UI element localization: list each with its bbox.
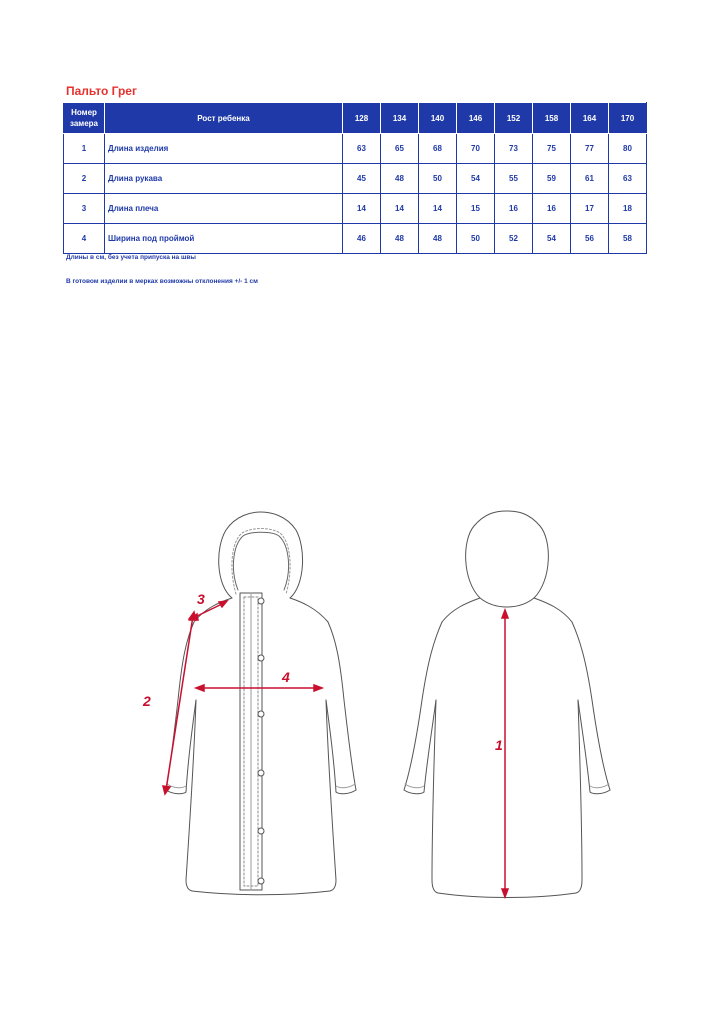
table-cell: 16 xyxy=(495,194,533,224)
table-cell: 58 xyxy=(609,224,647,254)
table-cell: 70 xyxy=(457,134,495,164)
table-cell: 14 xyxy=(381,194,419,224)
table-cell: 52 xyxy=(495,224,533,254)
coat-front xyxy=(166,512,356,895)
table-cell: 54 xyxy=(457,164,495,194)
table-cell: 14 xyxy=(419,194,457,224)
table-cell: 48 xyxy=(381,164,419,194)
table-cell: 75 xyxy=(533,134,571,164)
table-cell: 80 xyxy=(609,134,647,164)
table-cell: 63 xyxy=(343,134,381,164)
coat-back xyxy=(404,511,610,898)
row-number: 4 xyxy=(64,224,105,254)
col-name-header: Рост ребенка xyxy=(105,103,343,134)
table-cell: 68 xyxy=(419,134,457,164)
table-cell: 73 xyxy=(495,134,533,164)
table-cell: 48 xyxy=(419,224,457,254)
table-cell: 65 xyxy=(381,134,419,164)
table-cell: 18 xyxy=(609,194,647,224)
table-cell: 61 xyxy=(571,164,609,194)
row-name: Длина изделия xyxy=(105,134,343,164)
table-cell: 55 xyxy=(495,164,533,194)
marker-label: 2 xyxy=(143,693,151,709)
table-cell: 50 xyxy=(457,224,495,254)
table-cell: 48 xyxy=(381,224,419,254)
marker-label: 3 xyxy=(197,591,205,607)
table-cell: 45 xyxy=(343,164,381,194)
product-title: Пальто Грег xyxy=(66,84,137,98)
table-cell: 17 xyxy=(571,194,609,224)
table-cell: 77 xyxy=(571,134,609,164)
marker-label: 4 xyxy=(282,669,290,685)
row-number: 3 xyxy=(64,194,105,224)
height-header: 140 xyxy=(419,103,457,134)
row-number: 2 xyxy=(64,164,105,194)
note-tolerance: В готовом изделии в мерках возможны отклонения +/- 1 см xyxy=(66,278,258,285)
table-cell: 14 xyxy=(343,194,381,224)
row-name: Длина рукава xyxy=(105,164,343,194)
table-cell: 15 xyxy=(457,194,495,224)
table-cell: 46 xyxy=(343,224,381,254)
col-number-header: Номер замера xyxy=(64,103,105,134)
row-name: Длина плеча xyxy=(105,194,343,224)
table-cell: 59 xyxy=(533,164,571,194)
height-header: 158 xyxy=(533,103,571,134)
note-units: Длины в см, без учета припуска на швы xyxy=(66,254,196,261)
height-header: 152 xyxy=(495,103,533,134)
height-header: 146 xyxy=(457,103,495,134)
back-hood xyxy=(466,511,549,598)
table-cell: 16 xyxy=(533,194,571,224)
front-hood xyxy=(219,512,303,598)
height-header: 134 xyxy=(381,103,419,134)
table-cell: 56 xyxy=(571,224,609,254)
table-cell: 54 xyxy=(533,224,571,254)
height-header: 164 xyxy=(571,103,609,134)
row-name: Ширина под проймой xyxy=(105,224,343,254)
marker-label: 1 xyxy=(495,737,503,753)
measure-line-sleeve xyxy=(166,616,193,790)
height-header: 128 xyxy=(343,103,381,134)
table-cell: 50 xyxy=(419,164,457,194)
row-number: 1 xyxy=(64,134,105,164)
height-header: 170 xyxy=(609,103,647,134)
table-cell: 63 xyxy=(609,164,647,194)
